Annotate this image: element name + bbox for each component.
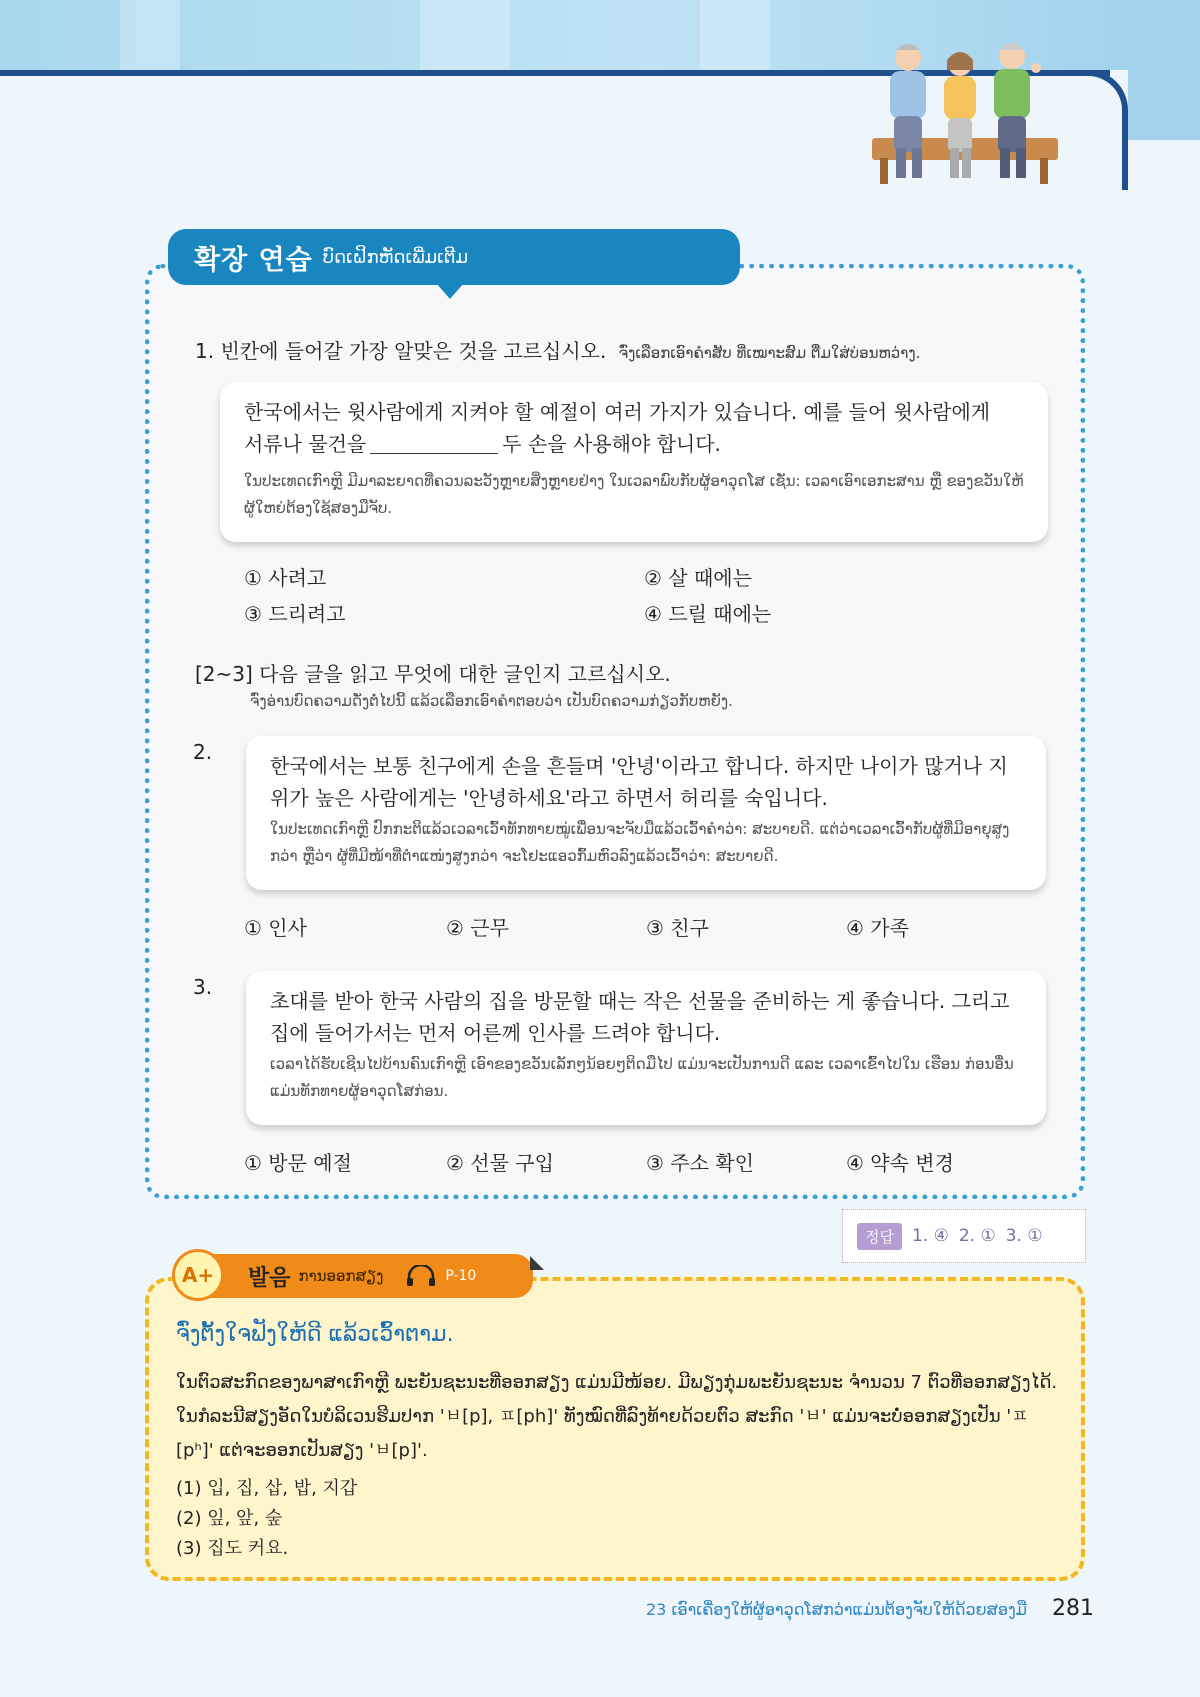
pronunciation-title-lo: ການອອກສຽງ [298,1267,384,1285]
q1-passage-line2b: 두 손을 사용해야 합니다. [502,432,721,456]
q1-option-2[interactable]: ② 살 때에는 [644,566,752,590]
q1-passage-lo: ໃນປະເທດເກົາຫຼີ ມີມາລະຍາດທີ່ຄວນລະວັງຫຼາຍສິ່ງຫຼາຍຢ່າງ ໃນເວລາພົບກັບຜູ້ອາວຸດໂສ ເຊັ່ນ: ເວລາເອົາເອກະສານ ຫຼື ຂອງຂວັນໃຫ້ຜູ້ໃຫຍ່ຕ້ອງໃຊ້ສອງມືຈັບ. [244,472,1024,517]
answer-item-3: 3. ① [1005,1226,1043,1246]
footer-chapter-title: 23 ເອົາເຄື່ອງໃຫ້ຜູ້ອາວຸດໂສກວ່າແມ່ນຕ້ອງຈັບໃຫ້ດ້ວຍສອງມື [646,1600,1027,1619]
q1-option-4[interactable]: ④ 드릴 때에는 [644,602,772,626]
headphones-icon[interactable] [405,1265,437,1287]
q1-prompt-ko: 1. 빈칸에 들어갈 가장 알맞은 것을 고르십시오. [195,339,607,363]
practice-tab [168,229,740,285]
q1-passage-line2a: 서류나 물건을 [244,432,367,456]
q2-option-4[interactable]: ④ 가족 [846,916,909,940]
pronunciation-item-3: (3) 집도 커요. [176,1538,289,1559]
pronunciation-item-2: (2) 잎, 앞, 숲 [176,1508,283,1529]
header-curve [1070,70,1128,190]
q1-passage-ko [244,396,1026,460]
tab-fold [530,1256,544,1270]
practice-title-ko: 확장 연습 [194,244,313,276]
q2-option-2[interactable]: ② 근무 [446,916,509,940]
group-prompt-ko: [2~3] 다음 글을 읽고 무엇에 대한 글인지 고르십시오. [195,662,671,686]
group-prompt-lo: ຈົ່ງອ່ານບົດຄວາມດັ່ງຕໍ່ໄປນີ້ ແລ້ວເລືອກເອົາຄຳຕອບວ່າ ເປັນບົດຄວາມກ່ຽວກັບຫຍັງ. [250,692,733,710]
audio-track-ref[interactable]: P-10 [445,1268,477,1284]
pronunciation-title-ko: 발음 [248,1265,291,1291]
tab-pointer [436,283,464,299]
q2-passage [246,736,1046,890]
pronunciation-heading: ຈົ່ງຕັ້ງໃຈຟັງໃຫ້ດີ ແລ້ວເວົ້າຕາມ. [176,1322,454,1347]
pronunciation-paragraph: ໃນຕົວສະກົດຂອງພາສາເກົາຫຼີ ພະຍັນຊະນະທີ່ອອກສຽງ ແມ່ນມີໜ້ອຍ. ມີພຽງກຸ່ມພະຍັນຊະນະ ຈຳນວນ 7 ຕົວທີ່ອອກສຽງໄດ້. ໃນກໍລະນີສຽງອັດໃນບໍລິເວນຮີມປາກ 'ㅂ[p], ㅍ[ph]' ທັງໝົດທີ່ລົງທ້າຍດ້ວຍຕົວ ສະກົດ 'ㅂ' ແມ່ນຈະບໍ່ອອກສຽງເປັນ 'ㅍ[pʰ]' ແຕ່ຈະອອກເປັນສຽງ 'ㅂ[p]'. [176,1372,1058,1461]
header-right-panel [1128,0,1200,140]
answer-item-2: 2. ① [958,1226,996,1246]
q2-option-3[interactable]: ③ 친구 [646,916,709,940]
answer-blank [370,434,498,454]
apple-badge-icon: A+ [172,1249,224,1301]
q3-option-4[interactable]: ④ 약속 변경 [846,1151,954,1175]
pronunciation-tab [188,1254,533,1298]
q1-prompt-lo: ຈົ່ງເລືອກເອົາຄຳສັບ ທີ່ເໝາະສົມ ຕື່ມໃສ່ບ່ອນຫວ່າງ. [618,344,921,362]
q3-passage-lo: ເວລາໄດ້ຮັບເຊີນໄປບ້ານຄົນເກົາຫຼີ ເອົາຂອງຂວັນເລັກໆນ້ອຍໆຕິດມືໄປ ແມ່ນຈະເປັນການດີ ແລະ ເວລາເຂົ້າໄປໃນ ເຮືອນ ກ່ອນອື່ນແມ່ນທັກທາຍຜູ້ອາວຸດໂສກ່ອນ. [270,1055,1014,1100]
practice-title-lo: ບົດເຝິກຫັດເພີ່ມເຕີມ [322,246,469,268]
q1-prompt [195,335,920,364]
q1-passage [220,382,1048,542]
q2-passage-lo: ໃນປະເທດເກົາຫຼີ ປົກກະຕິແລ້ວເວລາເວົ້າທັກທາຍໝູ່ເພື່ອນຈະຈັບມືແລ້ວເວົ້າຄຳວ່າ: ສະບາຍດີ. ແຕ່ວ່າເວລາເວົ້າກັບຜູ້ທີ່ມີອາຍຸສູງກວ່າ ຫຼືວ່າ ຜູ້ທີ່ມີໜ້າທີ່ຕຳແໜ່ງສູງກວ່າ ຈະໂຢະແອວກົ້ມຫົວລົງແລ້ວເວົ້າວ່າ: ສະບາຍດີ. [270,820,1010,865]
q3-passage-ko: 초대를 받아 한국 사람의 집을 방문할 때는 작은 선물을 준비하는 게 좋습니다. 그리고 집에 들어가서는 먼저 어른께 인사를 드려야 합니다. [270,989,1010,1045]
people-on-bench-illustration [860,38,1060,188]
q3-number: 3. [193,975,213,999]
q3-option-3[interactable]: ③ 주소 확인 [646,1151,754,1175]
page-number: 281 [1052,1596,1094,1621]
q3-passage [246,971,1046,1125]
q2-option-1[interactable]: ① 인사 [244,916,307,940]
q2-number: 2. [193,740,213,764]
q3-option-2[interactable]: ② 선물 구입 [446,1151,554,1175]
q1-option-1[interactable]: ① 사려고 [244,566,327,590]
answer-label: 정답 [857,1223,902,1250]
q1-option-3[interactable]: ③ 드리려고 [244,602,346,626]
answer-item-1: 1. ④ [911,1226,949,1246]
answer-key [842,1209,1086,1263]
q1-passage-line1: 한국에서는 윗사람에게 지켜야 할 예절이 여러 가지가 있습니다. 예를 들어 윗사람에게 [244,400,991,424]
q2-passage-ko: 한국에서는 보통 친구에게 손을 흔들며 '안녕'이라고 합니다. 하지만 나이가 많거나 지위가 높은 사람에게는 '안녕하세요'라고 하면서 허리를 숙입니다. [270,754,1008,810]
pronunciation-item-1: (1) 입, 집, 삽, 밥, 지갑 [176,1478,358,1499]
q3-option-1[interactable]: ① 방문 예절 [244,1151,352,1175]
